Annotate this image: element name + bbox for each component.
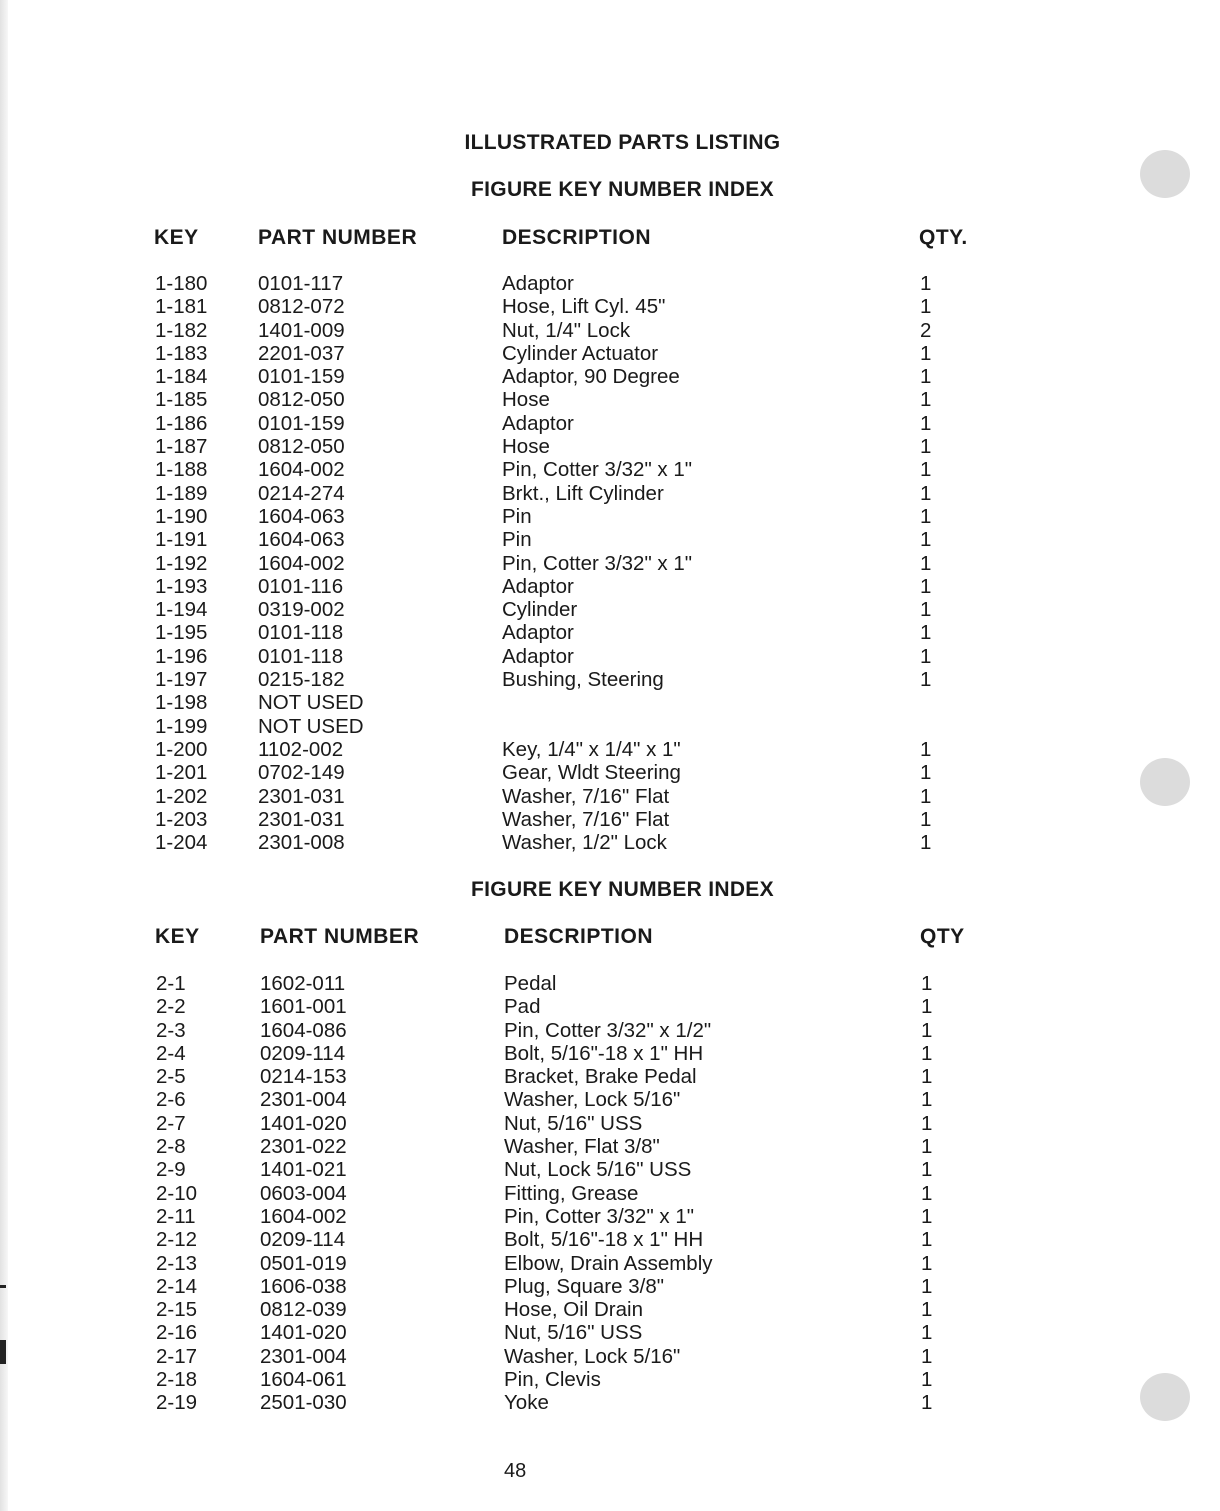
key-cell: 1-188 bbox=[155, 458, 208, 482]
part-number-cell: 0101-116 bbox=[258, 574, 344, 598]
key-cell: 1-202 bbox=[155, 784, 208, 808]
qty-cell: 1 bbox=[921, 1344, 933, 1368]
key-cell: 1-200 bbox=[155, 737, 208, 761]
qty-cell: 1 bbox=[920, 598, 932, 622]
section-heading: FIGURE KEY NUMBER INDEX bbox=[471, 878, 774, 901]
qty-cell: 1 bbox=[921, 1041, 933, 1065]
key-cell: 1-204 bbox=[155, 831, 208, 855]
part-number-cell: 0101-118 bbox=[258, 621, 344, 645]
key-cell: 1-185 bbox=[155, 388, 208, 412]
key-cell: 1-198 bbox=[155, 691, 208, 715]
key-cell: 1-197 bbox=[155, 668, 208, 692]
part-number-cell: 0603-004 bbox=[260, 1181, 347, 1205]
table-row bbox=[0, 1112, 1220, 1135]
table-row bbox=[0, 1368, 1220, 1391]
table-row bbox=[0, 972, 1220, 995]
table-row bbox=[0, 645, 1220, 668]
table-row bbox=[0, 435, 1220, 458]
qty-cell: 1 bbox=[921, 1181, 933, 1205]
key-cell: 1-199 bbox=[155, 714, 208, 738]
key-cell: 2-11 bbox=[156, 1204, 196, 1228]
parts-list-section-1 bbox=[0, 272, 1220, 854]
table-row bbox=[0, 831, 1220, 854]
table-row bbox=[0, 598, 1220, 621]
key-cell: 2-1 bbox=[156, 972, 186, 995]
key-cell: 2-2 bbox=[156, 995, 186, 1019]
table-row bbox=[0, 1158, 1220, 1181]
column-header-part-number: PART NUMBER bbox=[258, 226, 418, 249]
description-cell: Washer, 7/16" Flat bbox=[502, 784, 670, 808]
table-row bbox=[0, 365, 1220, 388]
part-number-cell: 0501-019 bbox=[260, 1251, 347, 1275]
description-cell: Adaptor bbox=[502, 272, 574, 295]
table-row bbox=[0, 388, 1220, 411]
description-cell: Adaptor bbox=[502, 621, 574, 645]
table-row bbox=[0, 575, 1220, 598]
table-row bbox=[0, 1065, 1220, 1088]
qty-cell: 1 bbox=[921, 1274, 933, 1298]
key-cell: 2-14 bbox=[156, 1274, 198, 1298]
description-cell: Pad bbox=[504, 995, 541, 1019]
key-cell: 1-193 bbox=[155, 574, 208, 598]
part-number-cell: 0214-153 bbox=[260, 1065, 347, 1089]
column-header-part-number: PART NUMBER bbox=[260, 925, 420, 948]
qty-cell: 1 bbox=[921, 1158, 933, 1182]
qty-cell: 1 bbox=[921, 1228, 933, 1252]
table-row bbox=[0, 1228, 1220, 1251]
part-number-cell: 0319-002 bbox=[258, 598, 345, 622]
key-cell: 2-15 bbox=[156, 1298, 198, 1322]
qty-cell: 1 bbox=[920, 551, 932, 575]
part-number-cell: 1604-002 bbox=[258, 458, 345, 482]
key-cell: 2-9 bbox=[156, 1158, 186, 1182]
key-cell: 2-19 bbox=[156, 1391, 198, 1415]
column-header-description: DESCRIPTION bbox=[504, 925, 654, 948]
description-cell: Plug, Square 3/8" bbox=[504, 1274, 664, 1298]
column-header-qty: QTY bbox=[920, 925, 965, 948]
qty-cell: 1 bbox=[920, 365, 932, 389]
part-number-cell: 2301-004 bbox=[260, 1088, 347, 1112]
table-row bbox=[0, 1275, 1220, 1298]
key-cell: 1-196 bbox=[155, 644, 208, 668]
description-cell: Key, 1/4" x 1/4" x 1" bbox=[502, 737, 681, 761]
qty-cell: 1 bbox=[921, 972, 933, 995]
qty-cell: 1 bbox=[920, 388, 932, 412]
key-cell: 2-6 bbox=[156, 1088, 186, 1112]
table-row bbox=[0, 458, 1220, 481]
description-cell: Elbow, Drain Assembly bbox=[504, 1251, 713, 1275]
description-cell: Bolt, 5/16"-18 x 1" HH bbox=[504, 1228, 704, 1252]
key-cell: 2-16 bbox=[156, 1321, 198, 1345]
description-cell: Hose, Oil Drain bbox=[504, 1298, 643, 1322]
table-row bbox=[0, 528, 1220, 551]
key-cell: 1-191 bbox=[155, 528, 208, 552]
description-cell: Washer, 7/16" Flat bbox=[502, 807, 670, 831]
part-number-cell: 0214-274 bbox=[258, 481, 345, 505]
part-number-cell: 2301-031 bbox=[258, 784, 345, 808]
key-cell: 2-8 bbox=[156, 1135, 186, 1159]
qty-cell: 1 bbox=[920, 528, 932, 552]
key-cell: 1-203 bbox=[155, 807, 208, 831]
part-number-cell: 1604-063 bbox=[258, 504, 345, 528]
description-cell: Pin bbox=[502, 504, 532, 528]
description-cell: Pin, Cotter 3/32" x 1" bbox=[502, 458, 693, 482]
key-cell: 1-186 bbox=[155, 411, 208, 435]
description-cell: Adaptor bbox=[502, 644, 574, 668]
part-number-cell: 0209-114 bbox=[260, 1228, 346, 1252]
part-number-cell: NOT USED bbox=[258, 691, 364, 715]
table-row bbox=[0, 1135, 1220, 1158]
qty-cell: 1 bbox=[921, 1135, 933, 1159]
part-number-cell: 1401-020 bbox=[260, 1321, 347, 1345]
key-cell: 2-12 bbox=[156, 1228, 198, 1252]
qty-cell: 1 bbox=[920, 668, 932, 692]
description-cell: Washer, Flat 3/8" bbox=[504, 1135, 660, 1159]
qty-cell: 1 bbox=[920, 435, 932, 459]
key-cell: 1-201 bbox=[155, 761, 208, 785]
table-row bbox=[0, 1042, 1220, 1065]
table-row bbox=[0, 412, 1220, 435]
part-number-cell: 1604-061 bbox=[260, 1368, 347, 1392]
document-title: ILLUSTRATED PARTS LISTING bbox=[464, 131, 781, 154]
description-cell: Pin, Cotter 3/32" x 1/2" bbox=[504, 1018, 712, 1042]
key-cell: 2-7 bbox=[156, 1111, 186, 1135]
qty-cell: 1 bbox=[921, 1088, 933, 1112]
part-number-cell: 1604-002 bbox=[258, 551, 345, 575]
table-row bbox=[0, 1321, 1220, 1344]
part-number-cell: 0101-118 bbox=[258, 644, 344, 668]
qty-cell: 1 bbox=[920, 295, 932, 319]
section-heading: FIGURE KEY NUMBER INDEX bbox=[471, 178, 774, 201]
table-row bbox=[0, 1252, 1220, 1275]
table-row bbox=[0, 808, 1220, 831]
table-row bbox=[0, 342, 1220, 365]
qty-cell: 1 bbox=[921, 1065, 933, 1089]
description-cell: Washer, Lock 5/16" bbox=[504, 1344, 681, 1368]
parts-list-section-2 bbox=[0, 972, 1220, 1415]
table-row bbox=[0, 995, 1220, 1018]
qty-cell: 1 bbox=[920, 831, 932, 855]
table-row bbox=[0, 482, 1220, 505]
key-cell: 2-5 bbox=[156, 1065, 186, 1089]
key-cell: 2-4 bbox=[156, 1041, 186, 1065]
description-cell: Brkt., Lift Cylinder bbox=[502, 481, 664, 505]
qty-cell: 1 bbox=[920, 737, 932, 761]
qty-cell: 1 bbox=[920, 272, 932, 295]
table-row bbox=[0, 668, 1220, 691]
qty-cell: 1 bbox=[920, 574, 932, 598]
page-number: 48 bbox=[504, 1460, 527, 1482]
qty-cell: 1 bbox=[921, 1251, 933, 1275]
qty-cell: 1 bbox=[921, 1204, 933, 1228]
description-cell: Cylinder bbox=[502, 598, 578, 622]
description-cell: Pin, Cotter 3/32" x 1" bbox=[502, 551, 693, 575]
table-row bbox=[0, 552, 1220, 575]
key-cell: 1-187 bbox=[155, 435, 208, 459]
key-cell: 1-194 bbox=[155, 598, 208, 622]
part-number-cell: 0101-117 bbox=[258, 272, 344, 295]
qty-cell: 1 bbox=[920, 761, 932, 785]
key-cell: 2-10 bbox=[156, 1181, 198, 1205]
part-number-cell: 1401-009 bbox=[258, 318, 345, 342]
description-cell: Nut, 5/16" USS bbox=[504, 1111, 643, 1135]
column-header-key: KEY bbox=[155, 925, 200, 948]
part-number-cell: 0209-114 bbox=[260, 1041, 346, 1065]
description-cell: Adaptor bbox=[502, 411, 574, 435]
part-number-cell: 1604-063 bbox=[258, 528, 345, 552]
qty-cell: 1 bbox=[920, 481, 932, 505]
qty-cell: 1 bbox=[920, 341, 932, 365]
part-number-cell: 1606-038 bbox=[260, 1274, 347, 1298]
part-number-cell: 1401-021 bbox=[260, 1158, 347, 1182]
part-number-cell: 0101-159 bbox=[258, 411, 345, 435]
part-number-cell: NOT USED bbox=[258, 714, 364, 738]
column-header-qty: QTY. bbox=[919, 226, 968, 249]
qty-cell: 2 bbox=[920, 318, 932, 342]
description-cell: Nut, 5/16" USS bbox=[504, 1321, 643, 1345]
key-cell: 1-180 bbox=[155, 272, 208, 295]
table-row bbox=[0, 1391, 1220, 1414]
part-number-cell: 2301-022 bbox=[260, 1135, 347, 1159]
column-header-key: KEY bbox=[154, 226, 199, 249]
table-row bbox=[0, 1182, 1220, 1205]
key-cell: 2-18 bbox=[156, 1368, 198, 1392]
table-row bbox=[0, 621, 1220, 644]
description-cell: Hose bbox=[502, 388, 550, 412]
qty-cell: 1 bbox=[921, 995, 933, 1019]
description-cell: Adaptor bbox=[502, 574, 574, 598]
description-cell: Adaptor, 90 Degree bbox=[502, 365, 680, 389]
table-row bbox=[0, 295, 1220, 318]
part-number-cell: 0702-149 bbox=[258, 761, 345, 785]
table-row bbox=[0, 715, 1220, 738]
qty-cell: 1 bbox=[921, 1368, 933, 1392]
qty-cell: 1 bbox=[920, 504, 932, 528]
table-row bbox=[0, 1019, 1220, 1042]
table-row bbox=[0, 1205, 1220, 1228]
description-cell: Bushing, Steering bbox=[502, 668, 664, 692]
qty-cell: 1 bbox=[921, 1391, 933, 1415]
description-cell: Fitting, Grease bbox=[504, 1181, 639, 1205]
column-header-description: DESCRIPTION bbox=[502, 226, 652, 249]
part-number-cell: 2301-004 bbox=[260, 1344, 347, 1368]
part-number-cell: 1604-086 bbox=[260, 1018, 347, 1042]
part-number-cell: 0812-050 bbox=[258, 435, 345, 459]
qty-cell: 1 bbox=[921, 1018, 933, 1042]
key-cell: 1-195 bbox=[155, 621, 208, 645]
key-cell: 2-3 bbox=[156, 1018, 186, 1042]
key-cell: 1-183 bbox=[155, 341, 208, 365]
description-cell: Washer, 1/2" Lock bbox=[502, 831, 667, 855]
table-row bbox=[0, 761, 1220, 784]
description-cell: Nut, 1/4" Lock bbox=[502, 318, 631, 342]
qty-cell: 1 bbox=[921, 1298, 933, 1322]
key-cell: 2-17 bbox=[156, 1344, 198, 1368]
description-cell: Bracket, Brake Pedal bbox=[504, 1065, 697, 1089]
description-cell: Pin, Clevis bbox=[504, 1368, 601, 1392]
qty-cell: 1 bbox=[920, 621, 932, 645]
qty-cell: 1 bbox=[920, 784, 932, 808]
key-cell: 1-192 bbox=[155, 551, 208, 575]
description-cell: Cylinder Actuator bbox=[502, 341, 659, 365]
table-row bbox=[0, 1088, 1220, 1111]
part-number-cell: 2501-030 bbox=[260, 1391, 347, 1415]
part-number-cell: 1102-002 bbox=[258, 737, 344, 761]
key-cell: 1-181 bbox=[155, 295, 208, 319]
table-row bbox=[0, 272, 1220, 295]
description-cell: Pedal bbox=[504, 972, 557, 995]
qty-cell: 1 bbox=[920, 458, 932, 482]
key-cell: 1-184 bbox=[155, 365, 208, 389]
table-row bbox=[0, 319, 1220, 342]
key-cell: 1-189 bbox=[155, 481, 208, 505]
table-row bbox=[0, 505, 1220, 528]
description-cell: Hose bbox=[502, 435, 550, 459]
part-number-cell: 0812-072 bbox=[258, 295, 345, 319]
key-cell: 2-13 bbox=[156, 1251, 198, 1275]
description-cell: Yoke bbox=[504, 1391, 549, 1415]
table-row bbox=[0, 691, 1220, 714]
part-number-cell: 0101-159 bbox=[258, 365, 345, 389]
part-number-cell: 1604-002 bbox=[260, 1204, 347, 1228]
description-cell: Pin bbox=[502, 528, 532, 552]
part-number-cell: 1602-011 bbox=[260, 972, 346, 995]
table-row bbox=[0, 1298, 1220, 1321]
part-number-cell: 0215-182 bbox=[258, 668, 345, 692]
part-number-cell: 1401-020 bbox=[260, 1111, 347, 1135]
part-number-cell: 2201-037 bbox=[258, 341, 345, 365]
key-cell: 1-190 bbox=[155, 504, 208, 528]
qty-cell: 1 bbox=[921, 1111, 933, 1135]
part-number-cell: 2301-008 bbox=[258, 831, 345, 855]
description-cell: Washer, Lock 5/16" bbox=[504, 1088, 681, 1112]
description-cell: Nut, Lock 5/16" USS bbox=[504, 1158, 692, 1182]
qty-cell: 1 bbox=[920, 411, 932, 435]
description-cell: Gear, Wldt Steering bbox=[502, 761, 681, 785]
qty-cell: 1 bbox=[920, 644, 932, 668]
key-cell: 1-182 bbox=[155, 318, 208, 342]
part-number-cell: 0812-050 bbox=[258, 388, 345, 412]
part-number-cell: 2301-031 bbox=[258, 807, 345, 831]
description-cell: Pin, Cotter 3/32" x 1" bbox=[504, 1204, 695, 1228]
qty-cell: 1 bbox=[921, 1321, 933, 1345]
table-row bbox=[0, 1345, 1220, 1368]
part-number-cell: 0812-039 bbox=[260, 1298, 347, 1322]
table-row bbox=[0, 785, 1220, 808]
table-row bbox=[0, 738, 1220, 761]
description-cell: Hose, Lift Cyl. 45" bbox=[502, 295, 666, 319]
description-cell: Bolt, 5/16"-18 x 1" HH bbox=[504, 1041, 704, 1065]
qty-cell: 1 bbox=[920, 807, 932, 831]
part-number-cell: 1601-001 bbox=[260, 995, 347, 1019]
